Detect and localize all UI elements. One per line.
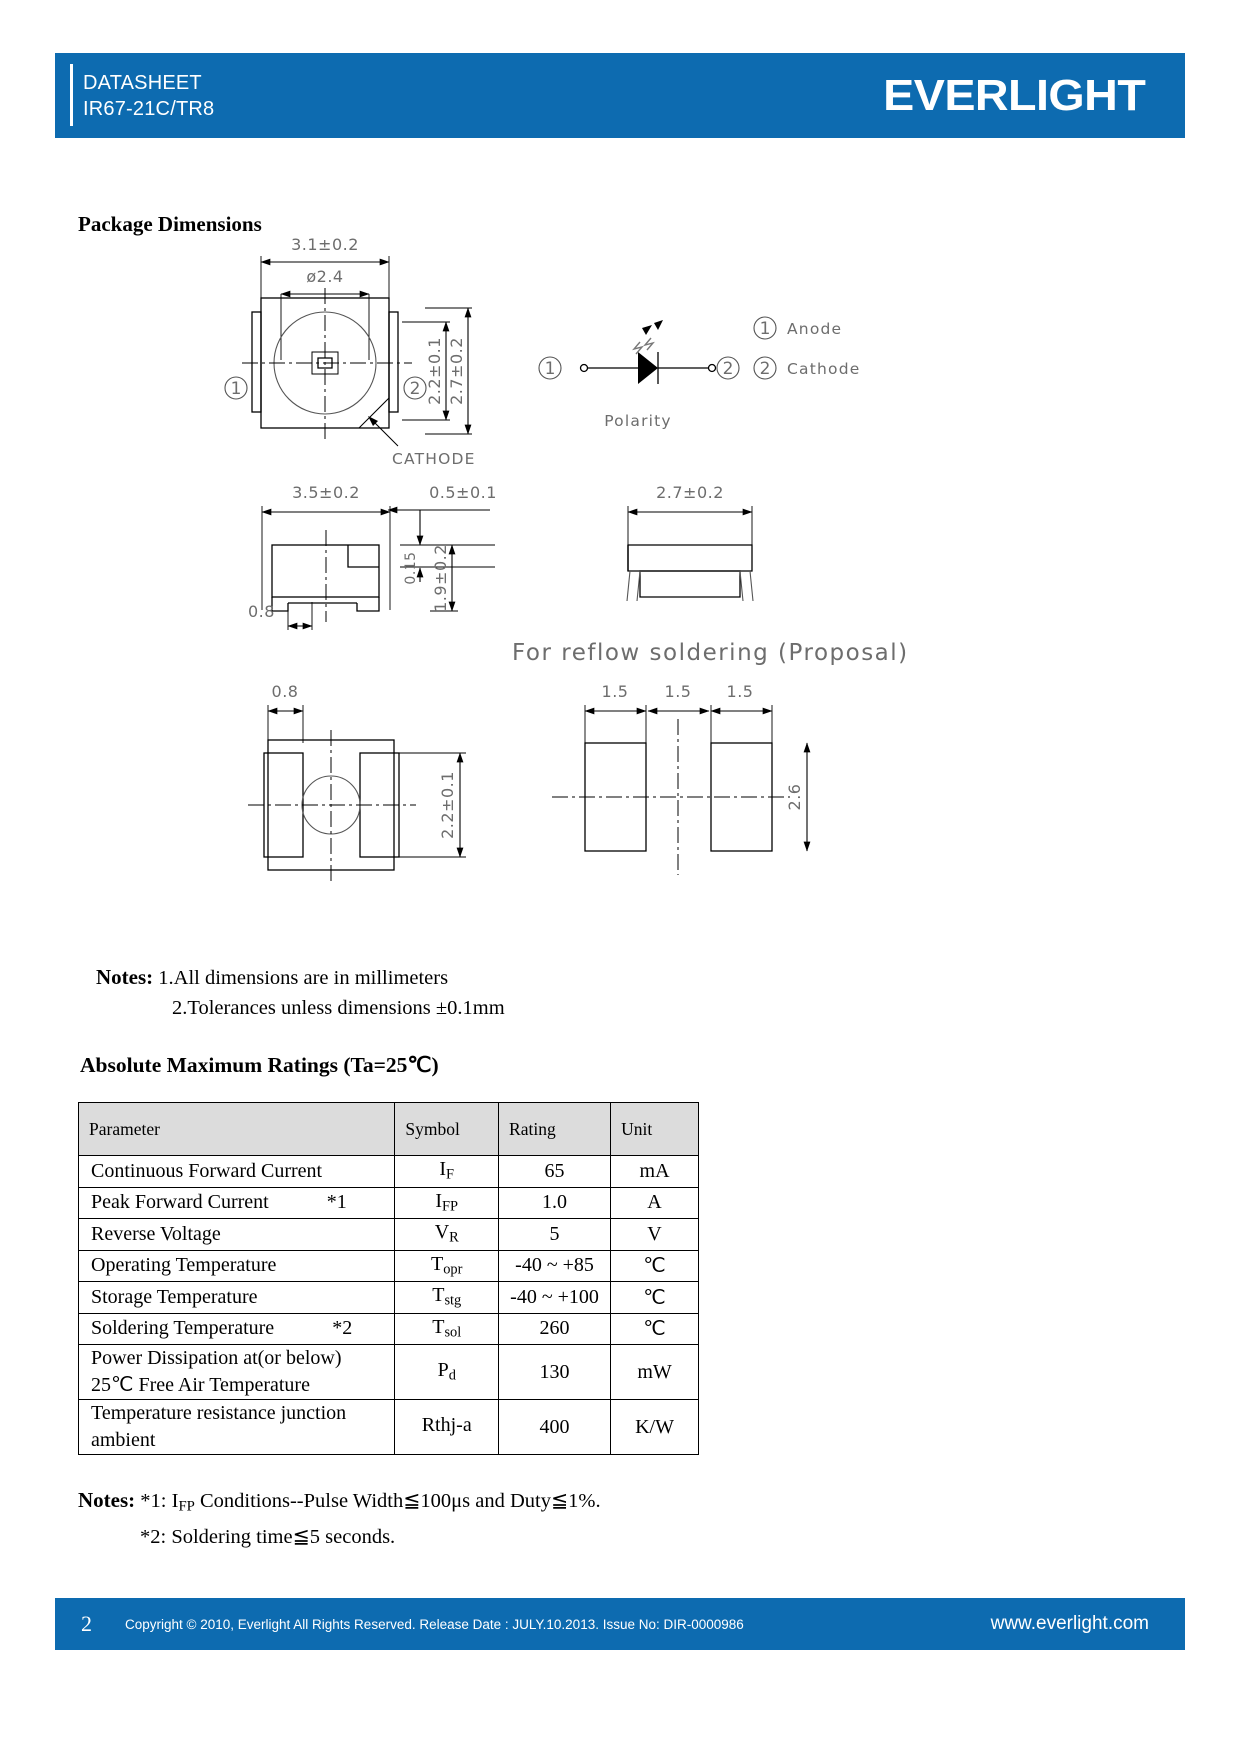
dim-top-inner-height: 2.2±0.1 — [425, 337, 444, 405]
copyright-text: Copyright © 2010, Everlight All Rights Reserved. Release Date : JULY.10.2013. Issue No: DIR-0000986 — [125, 1616, 744, 1632]
doc-type-label: DATASHEET — [83, 71, 202, 94]
cell-symbol: $T_{opr}$ — [395, 1250, 499, 1282]
cell-rating: -40 ~ +100 — [499, 1282, 611, 1314]
table-header-rating: Rating — [499, 1103, 611, 1156]
cell-rating: 65 — [499, 1156, 611, 1188]
dim-lens-diameter: ø2.4 — [306, 267, 344, 286]
table-notes — [78, 1485, 601, 1552]
cell-unit: A — [611, 1187, 699, 1219]
legend-pin-2-marker: 2 — [759, 359, 771, 379]
cell-unit: ℃ — [611, 1313, 699, 1345]
pin-1-marker: 1 — [230, 379, 242, 399]
dim-land-c: 1.5 — [726, 682, 754, 701]
header-title-block — [83, 70, 214, 122]
dim-bottom-pad-width: 0.8 — [271, 682, 299, 701]
table-header-parameter: Parameter — [79, 1103, 395, 1156]
table-note-2: *2: Soldering time≦5 seconds. — [140, 1525, 396, 1548]
cell-symbol: $I_F$ — [395, 1156, 499, 1188]
table-row — [79, 1345, 699, 1400]
page-footer — [55, 1598, 1185, 1650]
table-header-row — [79, 1103, 699, 1156]
polarity-terminal-1: 1 — [544, 359, 556, 379]
dimension-notes — [96, 962, 505, 1023]
cell-rating: 5 — [499, 1219, 611, 1251]
dim-side-height: 1.9±0.2 — [431, 544, 450, 612]
cell-symbol: $T_{sol}$ — [395, 1313, 499, 1345]
dim-lead-length: 0.5±0.1 — [429, 483, 497, 502]
cell-rating: 130 — [499, 1345, 611, 1400]
part-number-label: IR67-21C/TR8 — [83, 97, 215, 120]
cell-parameter: Continuous Forward Current — [79, 1156, 395, 1188]
dim-side-thickness: 0.15 — [403, 551, 419, 585]
cell-parameter: Storage Temperature — [79, 1282, 395, 1314]
table-row — [79, 1156, 699, 1188]
dim-side-foot: 0.8 — [248, 602, 275, 621]
dim-bottom-pad-height: 2.2±0.1 — [438, 771, 457, 839]
dim-top-outer-height: 2.7±0.2 — [447, 337, 466, 405]
table-row — [79, 1250, 699, 1282]
table-row — [79, 1313, 699, 1345]
cell-symbol: Rthj-a — [395, 1400, 499, 1455]
table-row — [79, 1282, 699, 1314]
everlight-logo: EVERLIGHT — [882, 70, 1145, 120]
cell-unit: K/W — [611, 1400, 699, 1455]
polarity-terminal-2: 2 — [722, 359, 734, 379]
legend-pin-1-marker: 1 — [759, 319, 771, 339]
cell-symbol: $T_{stg}$ — [395, 1282, 499, 1314]
cell-symbol: $I_{FP}$ — [395, 1187, 499, 1219]
cell-rating: 400 — [499, 1400, 611, 1455]
page-number: 2 — [81, 1611, 92, 1636]
dim-land-height: 2.6 — [785, 783, 804, 811]
cell-parameter: Reverse Voltage — [79, 1219, 395, 1251]
cell-rating: 260 — [499, 1313, 611, 1345]
table-header-symbol: Symbol — [395, 1103, 499, 1156]
page-header — [55, 53, 1185, 138]
table-note-1: *1: $I_{FP}$ Conditions--Pulse Width≦100μs and Duty≦1%. — [140, 1490, 601, 1515]
dim-land-a: 1.5 — [601, 682, 629, 701]
notes-label: Notes: — [96, 965, 154, 989]
dim-land-b: 1.5 — [664, 682, 692, 701]
absolute-max-ratings-heading: Absolute Maximum Ratings (Ta=25℃) — [80, 1053, 439, 1077]
absolute-max-ratings-table — [78, 1102, 699, 1455]
dim-end-width: 2.7±0.2 — [656, 483, 724, 502]
website-link[interactable]: www.everlight.com — [990, 1613, 1149, 1634]
dim-top-width: 3.1±0.2 — [291, 235, 359, 254]
cell-parameter: Operating Temperature — [79, 1250, 395, 1282]
header-accent-rule — [70, 64, 73, 126]
dimension-note-2: 2.Tolerances unless dimensions ±0.1mm — [172, 997, 505, 1019]
cell-unit: ℃ — [611, 1282, 699, 1314]
cell-unit: mA — [611, 1156, 699, 1188]
table-notes-label: Notes: — [78, 1488, 136, 1512]
cell-parameter: Power Dissipation at(or below) 25℃ Free Air Temperature — [79, 1345, 395, 1400]
dimension-note-1: 1.All dimensions are in millimeters — [158, 967, 449, 989]
cell-parameter: Peak Forward Current *1 — [79, 1187, 395, 1219]
dim-side-length: 3.5±0.2 — [292, 483, 360, 502]
cell-symbol: $V_R$ — [395, 1219, 499, 1251]
pin-2-marker: 2 — [409, 379, 421, 399]
cell-unit: mW — [611, 1345, 699, 1400]
table-row — [79, 1400, 699, 1455]
polarity-caption: Polarity — [604, 412, 672, 430]
table-row — [79, 1187, 699, 1219]
table-header-unit: Unit — [611, 1103, 699, 1156]
cell-rating: 1.0 — [499, 1187, 611, 1219]
cell-rating: -40 ~ +85 — [499, 1250, 611, 1282]
reflow-soldering-title: For reflow soldering (Proposal) — [512, 640, 909, 666]
package-dimensions-heading: Package Dimensions — [78, 212, 262, 236]
cell-symbol: $P_d$ — [395, 1345, 499, 1400]
cell-parameter: Soldering Temperature *2 — [79, 1313, 395, 1345]
cell-parameter: Temperature resistance junction ambient — [79, 1400, 395, 1455]
label-cathode: CATHODE — [392, 450, 476, 468]
package-drawing-figure — [230, 235, 950, 870]
legend-cathode: Cathode — [787, 360, 861, 378]
legend-anode: Anode — [787, 320, 843, 338]
table-row — [79, 1219, 699, 1251]
cell-unit: V — [611, 1219, 699, 1251]
cell-unit: ℃ — [611, 1250, 699, 1282]
